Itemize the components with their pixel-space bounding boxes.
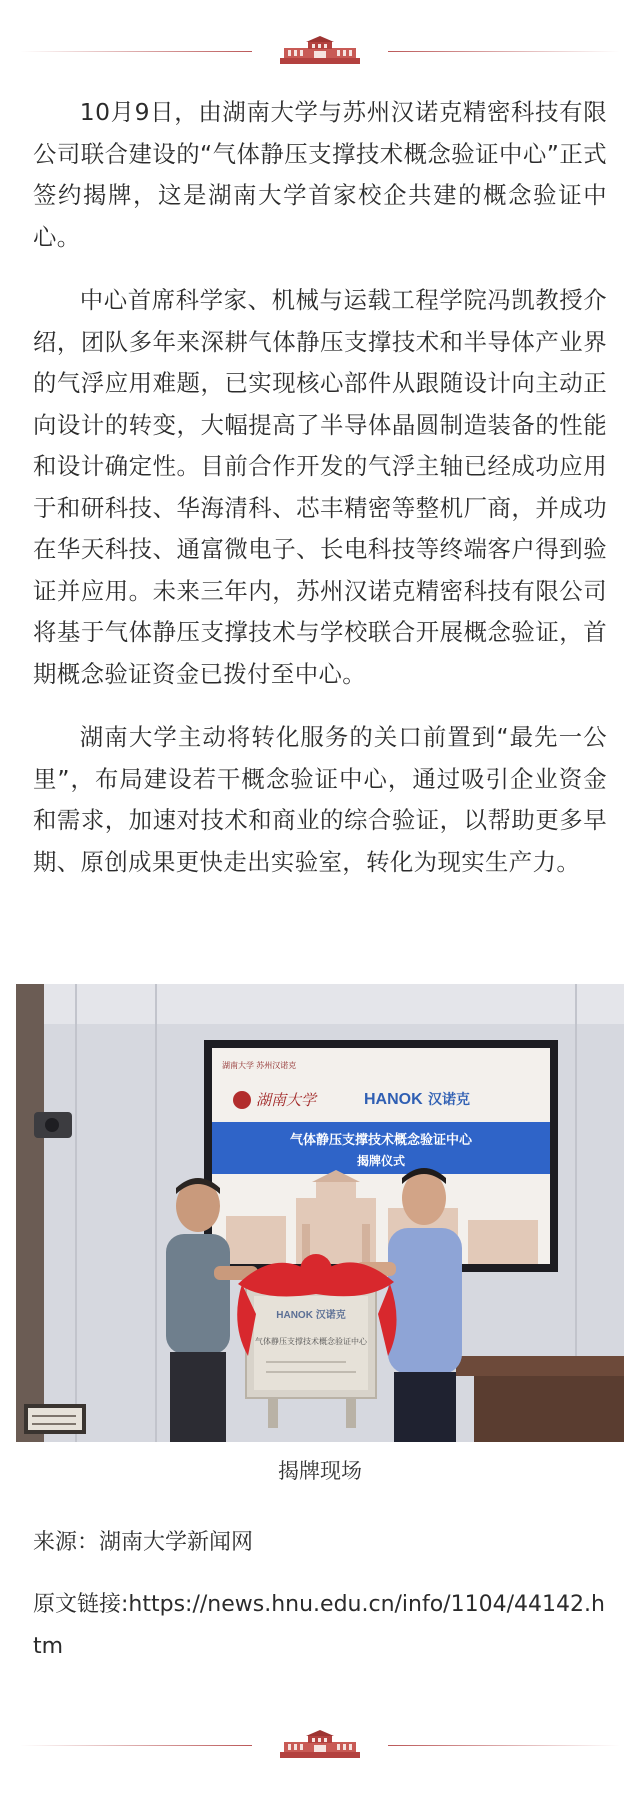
campus-building-icon xyxy=(278,36,362,66)
plaque-title: 气体静压支撑技术概念验证中心 xyxy=(255,1337,367,1346)
plaque-logo: HANOK 汉诺克 xyxy=(276,1310,346,1321)
article-paragraph: 中心首席科学家、机械与运载工程学院冯凯教授介绍，团队多年来深耕气体静压支撑技术和半导体产业界的气浮应用难题，已实现核心部件从跟随设计向主动正向设计的转变，大幅提高了半导体晶圆制造装备的性能和设计确定性。目前合作开发的气浮主轴已经成功应用于和研科技、华海清科、芯丰精密等整机厂商，并成功在华天科技、通富微电子、长电科技等终端客户得到验证并应用。未来三年内，苏州汉诺克精密科技有限公司将基于气体静压支撑技术与学校联合开展概念验证，首期概念验证资金已拨付至中心。 xyxy=(33,286,607,688)
bottom-divider xyxy=(0,1728,640,1764)
ceremony-photo xyxy=(16,984,624,1442)
article-body xyxy=(33,92,607,905)
screen-logo-hanok-cn: 汉诺克 xyxy=(428,1092,470,1108)
article-paragraph: 湖南大学主动将转化服务的关口前置到“最先一公里”，布局建设若干概念验证中心，通过吸引企业资金和需求，加速对技术和商业的综合验证，以帮助更多早期、原创成果更快走出实验室，转化为现实生产力。 xyxy=(33,723,607,876)
link-label: 原文链接: xyxy=(33,1592,129,1617)
original-article-link[interactable]: https://news.hnu.edu.cn/info/1104/44142.htm xyxy=(33,1592,605,1659)
source-line: 来源：湖南大学新闻网 xyxy=(33,1530,254,1555)
screen-logo-hnu: 湖南大学 xyxy=(256,1091,317,1109)
campus-building-icon xyxy=(278,1730,362,1760)
screen-logo-hanok-latin: HANOK xyxy=(364,1091,423,1108)
top-divider xyxy=(0,34,640,70)
screen-title-line2: 揭牌仪式 xyxy=(356,1154,406,1168)
divider-line-right xyxy=(388,1745,620,1746)
article-paragraph: 10月9日，由湖南大学与苏州汉诺克精密科技有限公司联合建设的“气体静压支撑技术概念验证中心”正式签约揭牌，这是湖南大学首家校企共建的概念验证中心。 xyxy=(33,98,607,251)
ceremony-photo-illustration xyxy=(16,984,624,1442)
divider-line-left xyxy=(20,51,252,52)
original-link-block xyxy=(33,1584,607,1668)
divider-line-right xyxy=(388,51,620,52)
screen-corner-text: 湖南大学 苏州汉诺克 xyxy=(222,1061,297,1070)
photo-caption: 揭牌现场 xyxy=(278,1459,362,1483)
divider-line-left xyxy=(20,1745,252,1746)
screen-title-line1: 气体静压支撑技术概念验证中心 xyxy=(289,1133,473,1148)
